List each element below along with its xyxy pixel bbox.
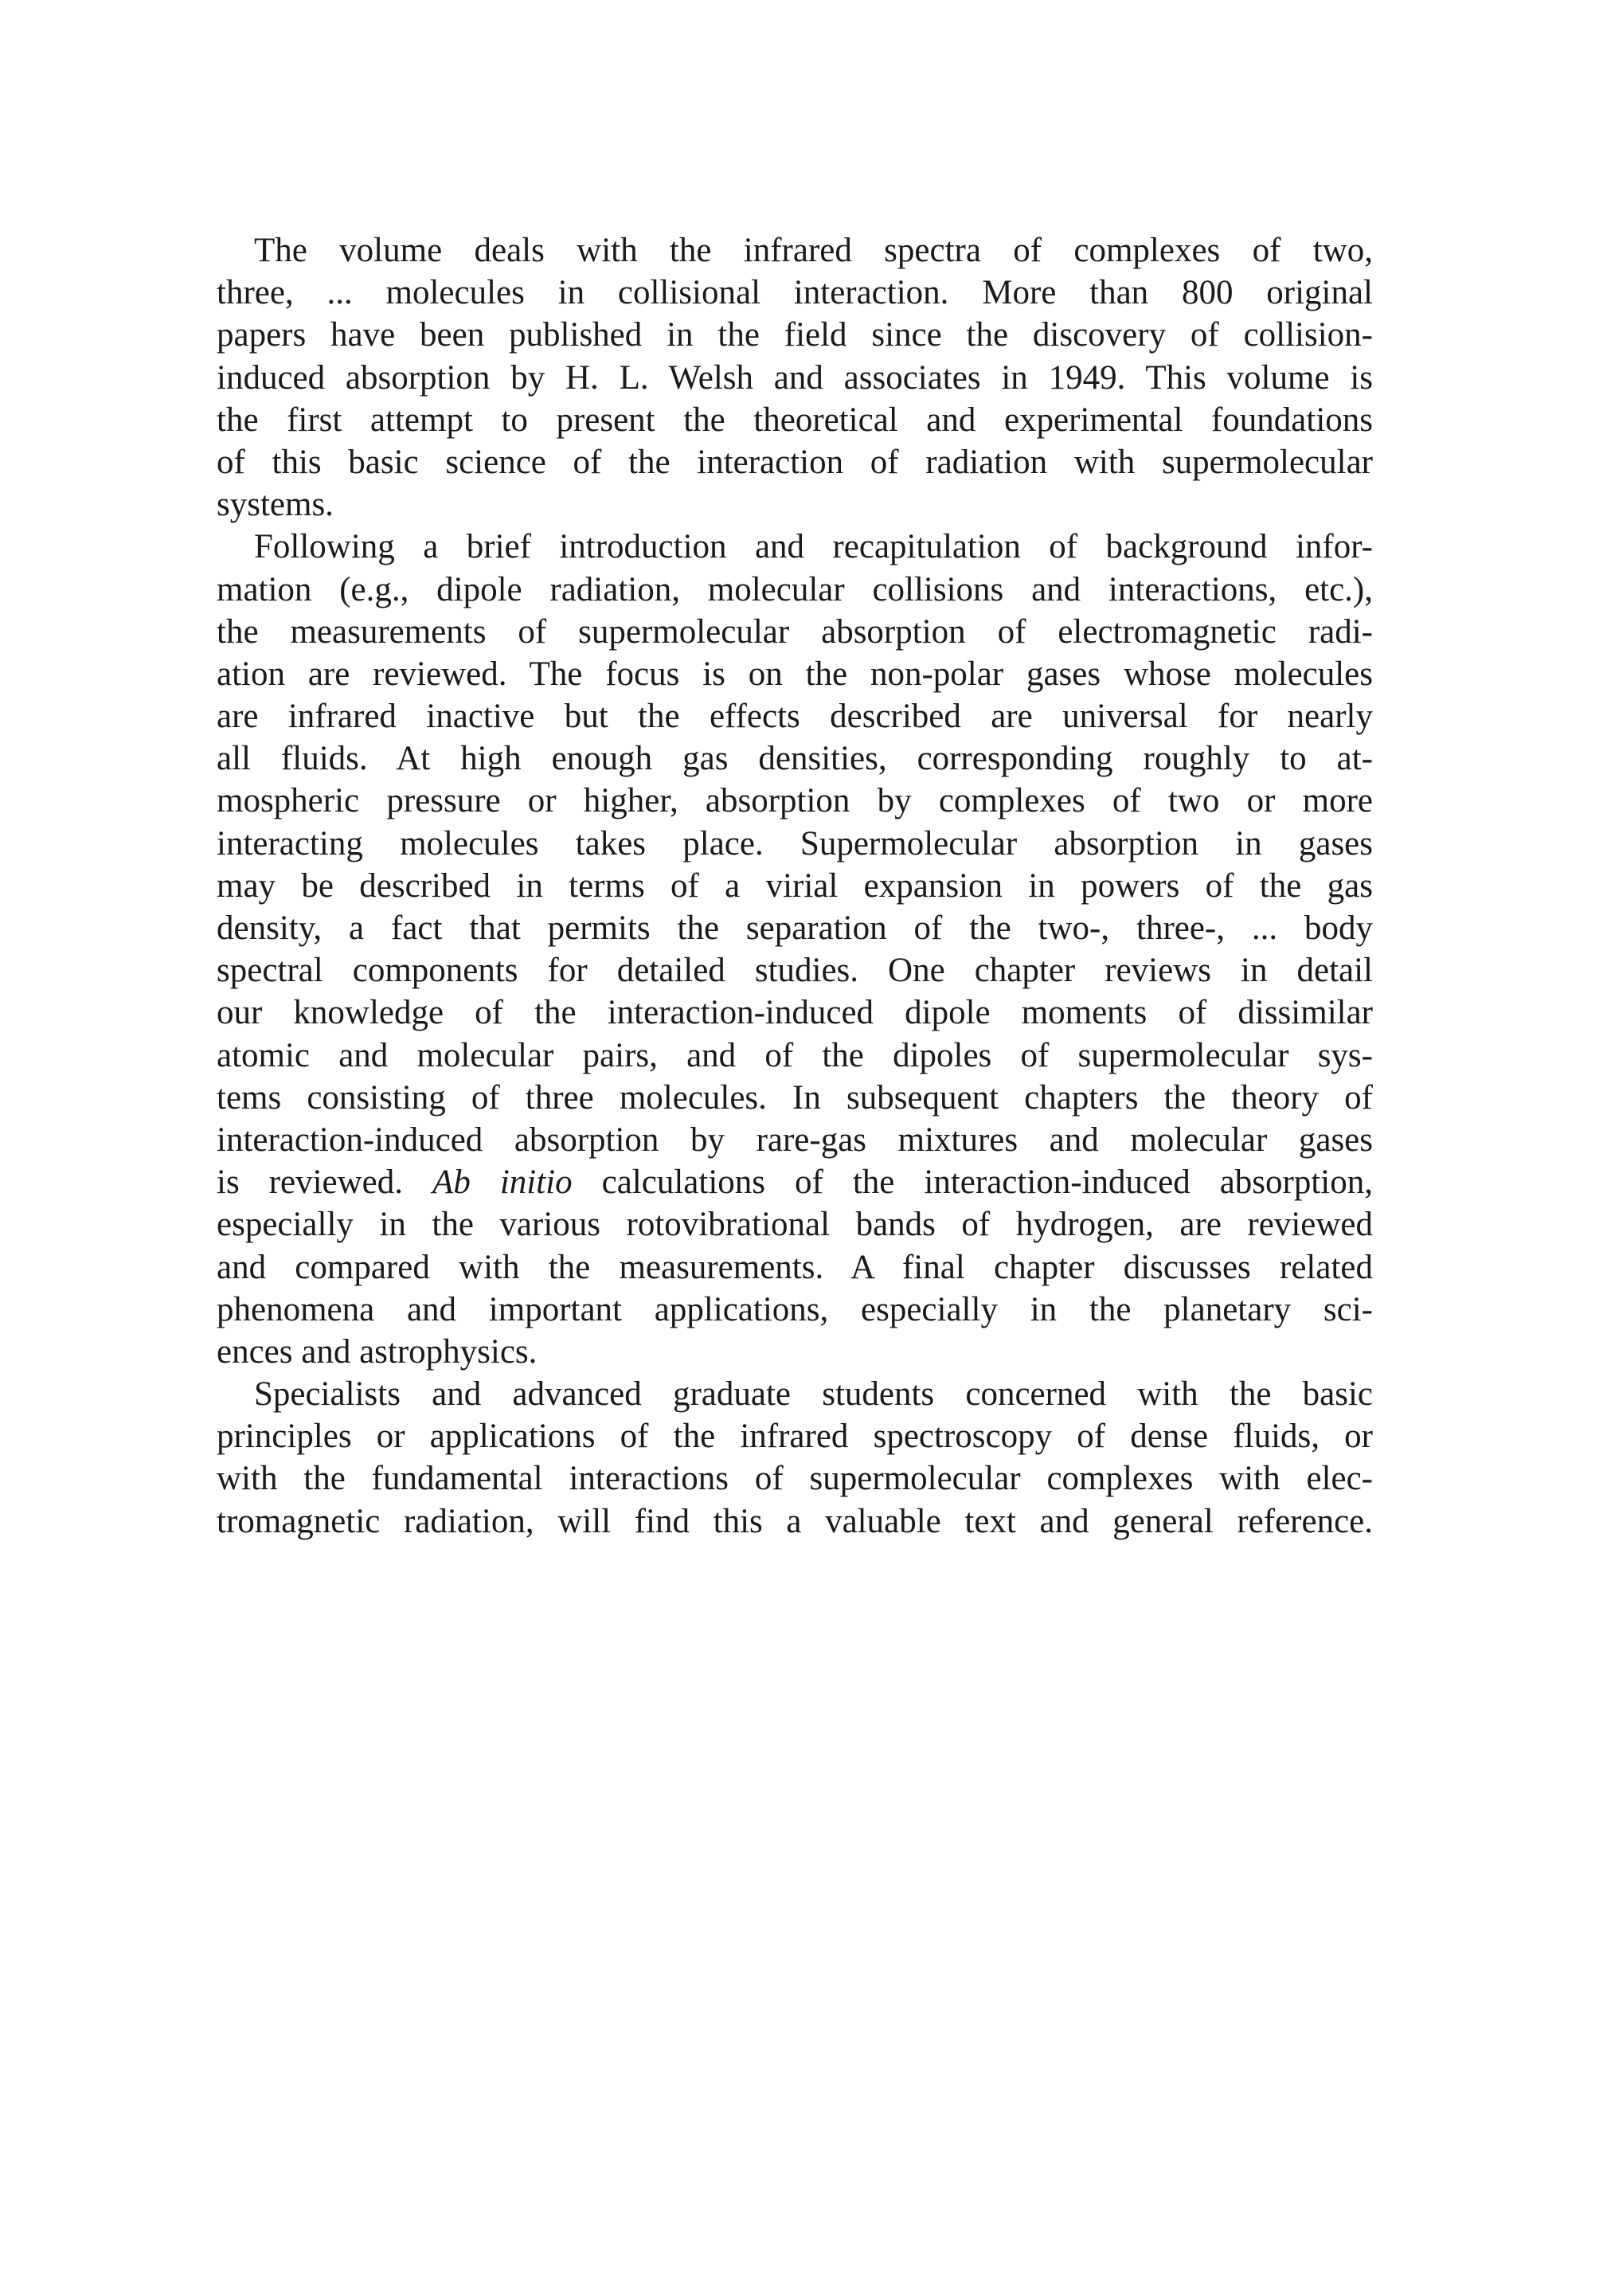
text-line: phenomena and important applications, especially in the planetary sci- [217,1290,1373,1328]
text-line: density, a fact that permits the separation of the two-, three-, ... body [217,909,1373,947]
text-line: interacting molecules takes place. Supermolecular absorption in gases [217,824,1373,862]
text-line: tromagnetic radiation, will find this a valuable text and general reference. [217,1502,1373,1540]
text-line: systems. [217,486,334,524]
text-line: Following a brief introduction and recapitulation of background infor- [254,528,1373,566]
text-line: Specialists and advanced graduate students concerned with the basic [254,1375,1373,1414]
text-line: the measurements of supermolecular absorption of electromagnetic radi- [217,612,1373,651]
body-text [217,229,1373,1543]
text-line: of this basic science of the interaction of radiation with supermolecular [217,443,1373,481]
text-line: spectral components for detailed studies. One chapter reviews in detail [217,952,1373,990]
text-line: our knowledge of the interaction-induced dipole moments of dissimilar [217,994,1373,1032]
text-segment: calculations of the interaction-induced absorption, [572,1164,1373,1202]
italic-term: Ab initio [432,1164,573,1202]
text-line: are infrared inactive but the effects described are universal for nearly [217,698,1373,736]
text-line: especially in the various rotovibrational bands of hydrogen, are reviewed [217,1206,1373,1244]
text-line: the first attempt to present the theoretical and experimental foundations [217,401,1373,439]
text-segment: is reviewed. [217,1164,433,1202]
text-line-with-italic [217,1161,1373,1203]
text-line: papers have been published in the field since the discovery of collision- [217,316,1373,354]
text-line: tems consisting of three molecules. In subsequent chapters the theory of [217,1078,1373,1117]
text-line: ences and astrophysics. [217,1332,538,1371]
text-line: mation (e.g., dipole radiation, molecular collisions and interactions, etc.), [217,570,1373,608]
text-line: all fluids. At high enough gas densities, corresponding roughly to at- [217,740,1373,778]
text-line: The volume deals with the infrared spectra of complexes of two, [254,232,1373,269]
text-line: principles or applications of the infrared spectroscopy of dense fluids, or [217,1418,1373,1456]
text-line: and compared with the measurements. A final chapter discusses related [217,1248,1373,1286]
text-line: interaction-induced absorption by rare-gas mixtures and molecular gases [217,1121,1373,1159]
text-line: three, ... molecules in collisional interaction. More than 800 original [217,274,1373,312]
text-line: with the fundamental interactions of supermolecular complexes with elec- [217,1460,1373,1498]
text-line: mospheric pressure or higher, absorption by complexes of two or more [217,782,1373,820]
text-line: may be described in terms of a virial expansion in powers of the gas [217,866,1373,905]
text-line: ation are reviewed. The focus is on the non-polar gases whose molecules [217,655,1373,693]
text-line: induced absorption by H. L. Welsh and associates in 1949. This volume is [217,358,1373,397]
text-line: atomic and molecular pairs, and of the dipoles of supermolecular sys- [217,1036,1373,1074]
